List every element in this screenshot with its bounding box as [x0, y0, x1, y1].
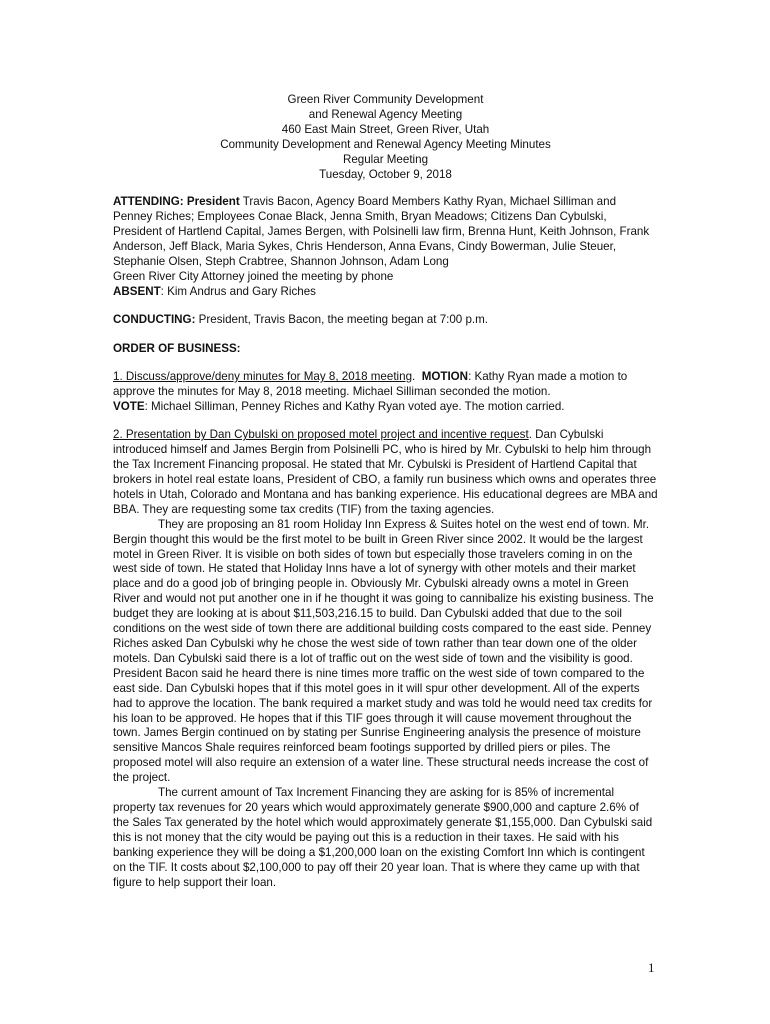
page-number: 1	[648, 960, 655, 975]
conducting-label: CONDUCTING:	[113, 313, 196, 327]
header-line-6: Tuesday, October 9, 2018	[319, 167, 452, 181]
absent-text: : Kim Andrus and Gary Riches	[160, 284, 316, 298]
item-1-title: 1. Discuss/approve/deny minutes for May 8, 2018 meeting	[113, 370, 413, 384]
vote-line	[113, 400, 658, 415]
agenda-item-1	[113, 370, 658, 415]
attending-section	[113, 195, 658, 299]
conducting-section	[113, 313, 658, 328]
absent-line	[113, 285, 658, 300]
vote-text: : Michael Silliman, Penney Riches and Kathy Ryan voted aye. The motion carried.	[144, 399, 565, 413]
item-2-intro-paragraph	[113, 428, 658, 517]
attending-label: ATTENDING: President	[113, 195, 240, 209]
document-page	[113, 93, 658, 890]
attending-text: Travis Bacon, Agency Board Members Kathy Ryan, Michael Silliman and Penney Riches; Employees Conae Black, Jenna Smith, Bryan Meadows; Citizens Dan Cybulski, President of Hartlend Capital, James Bergen, with Polsinelli law firm, Brenna Hunt, Keith Johnson, Frank Anderson, Jeff Black, Maria Sykes, Chris Henderson, Anna Evans, Cindy Bowerman, Julie Steuer, Stephanie Olsen, Steph Crabtree, Shannon Johnson, Adam Long	[113, 195, 650, 269]
vote-label: VOTE	[113, 399, 145, 413]
header-line-1: Green River Community Development	[287, 93, 484, 106]
absent-label: ABSENT	[113, 284, 161, 298]
motion-text: : Kathy Ryan made a motion to approve the minutes for May 8, 2018 meeting. Michael Silliman seconded the motion.	[113, 370, 628, 398]
conducting-text: President, Travis Bacon, the meeting began at 7:00 p.m.	[195, 313, 489, 327]
header-line-2: and Renewal Agency Meeting	[308, 107, 463, 121]
item-2-intro: . Dan Cybulski introduced himself and James Bergin from Polsinelli PC, who is hired by Mr. Cybulski to help him through the Tax Increment Financing proposal. He stated that Mr. Cybulski is President of Hartlend Capital that brokers in hotel real estate loans, President of CBO, a family run business which owns and operates three hotels in Utah, Colorado and Montana and has banking experience. His educational degrees are MBA and BBA. They are requesting some tax credits (TIF) from the taxing agencies.	[113, 428, 658, 516]
item-2-title: 2. Presentation by Dan Cybulski on proposed motel project and incentive request	[113, 428, 529, 442]
agenda-item-2	[113, 428, 658, 890]
header-line-5: Regular Meeting	[342, 152, 429, 166]
motion-label: MOTION	[421, 370, 469, 384]
attorney-line: Green River City Attorney joined the meeting by phone	[113, 269, 394, 283]
item-2-paragraph-3: The current amount of Tax Increment Financing they are asking for is 85% of incremental property tax revenues for 20 years which would approximately generate $900,000 and capture 2.6% of the Sales Tax generated by the hotel which would approximately generate $1,155,000. Dan Cybulski said this is not money that the city would be paying out this is a reduction in their taxes. He said with his banking experience they will be doing a $1,200,000 loan on the existing Comfort Inn which is contingent on the TIF. It costs about $2,100,000 to pay off their 20 year loan. That is where they came up with that figure to help support their loan.	[113, 786, 653, 889]
header-line-3: 460 East Main Street, Green River, Utah	[281, 122, 490, 136]
meeting-header	[113, 93, 658, 182]
header-line-4: Community Development and Renewal Agency Meeting Minutes	[220, 137, 551, 151]
item-2-paragraph-2: They are proposing an 81 room Holiday Inn Express & Suites hotel on the west end of town. Mr. Bergin thought this would be the first motel to be built in Green River since 2002. It would be the largest motel in Green River. It is visible on both sides of town but especially those travelers coming in on the west side of town. He stated that Holiday Inns have a lot of synergy with other motels and their market place and do a good job of bringing people in. Obviously Mr. Cybulski already owns a motel in Green River and would not put another one in if he thought it was going to cannibalize his existing business. The budget they are looking at is about $11,503,216.15 to build. Dan Cybulski added that due to the soil conditions on the west side of town there are additional building costs compared to the east side. Penney Riches asked Dan Cybulski why he chose the west side of town rather than tear down one of the older motels. Dan Cybulski said there is a lot of traffic out on the west side of town and the visibility is good. President Bacon said he heard there is nine times more traffic on the west side of town compared to the east side. Dan Cybulski hopes that if this motel goes in it will spur other development. All of the experts had to approve the location. The bank required a market study and was told he would need tax credits for his loan to be approved. He hopes that if this TIF goes through it will cause movement throughout the town. James Bergin continued on by stating per Sunrise Engineering analysis the presence of moisture sensitive Mancos Shale requires reinforced beam footings supported by drilled piers or piles. The proposed motel will also require an extension of a water line. These structural needs increase the cost of the project.	[113, 517, 654, 785]
order-of-business-heading	[113, 342, 658, 357]
order-of-business-label: ORDER OF BUSINESS:	[113, 341, 241, 355]
item-1-separator: .	[412, 370, 422, 384]
